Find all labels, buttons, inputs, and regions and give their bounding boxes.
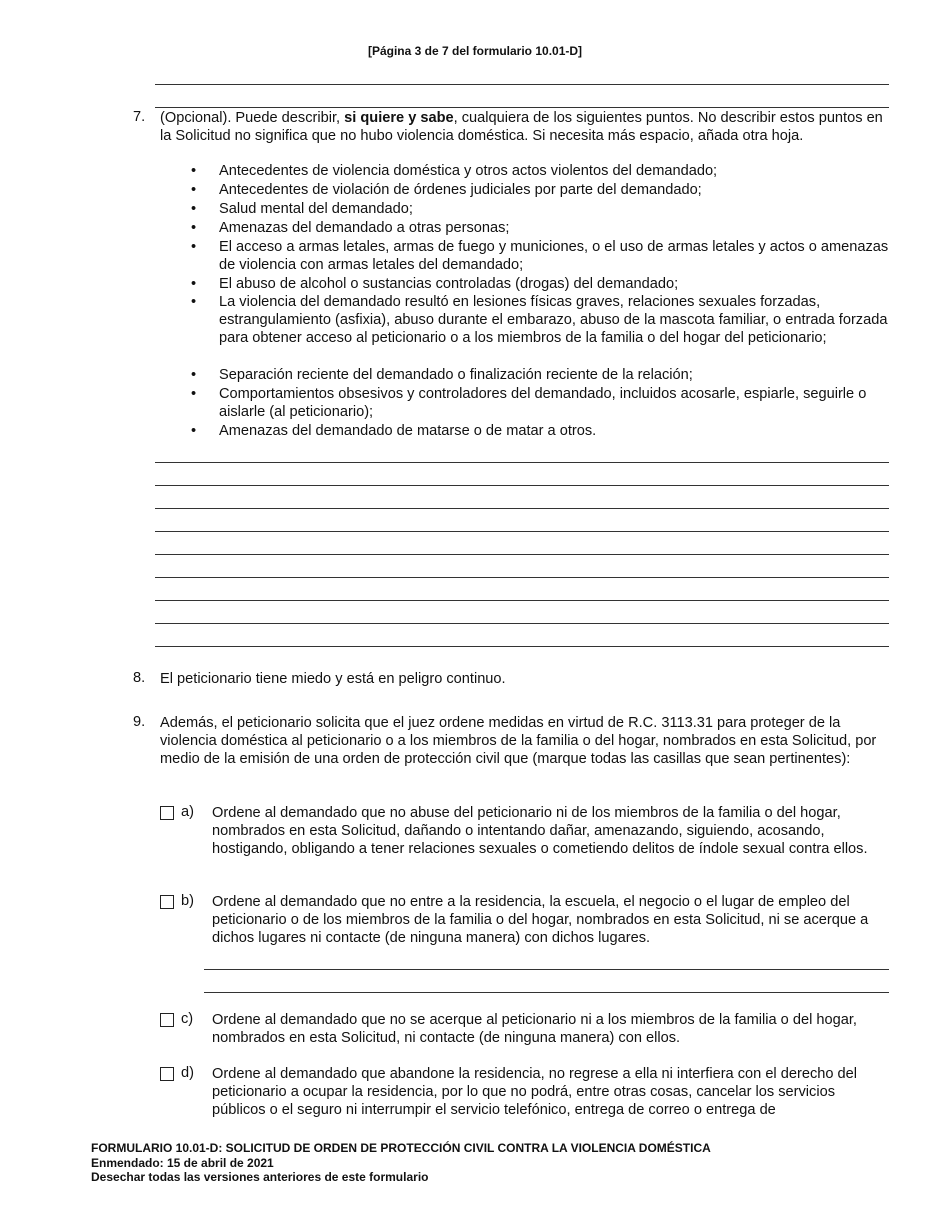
option-d-label: d) <box>181 1065 194 1081</box>
option-d-text: Ordene al demandado que abandone la residencia, no regrese a ella ni interfiera con el derecho del peticionario a ocupar la residencia, por lo que no podrá, entre otras cosas, cancelar los servicios públicos o el seguro ni interrumpir el servicio telefónico, entrega de correo o entrega de <box>212 1066 857 1119</box>
item-7-intro-start: (Opcional). Puede describir, <box>160 110 345 126</box>
footer-discard-note: Desechar todas las versiones anteriores de este formulario <box>91 1170 429 1184</box>
list-item: • El abuso de alcohol o sustancias controladas (drogas) del demandado; <box>219 275 889 293</box>
item-8-number: 8. <box>133 670 146 686</box>
footer-form-title: FORMULARIO 10.01-D: SOLICITUD DE ORDEN DE PROTECCIÓN CIVIL CONTRA LA VIOLENCIA DOMÉSTICA <box>91 1141 711 1155</box>
item-9-number: 9. <box>133 714 146 730</box>
option-c-checkbox[interactable] <box>160 1013 174 1027</box>
answer-line[interactable] <box>155 554 889 555</box>
answer-line[interactable] <box>155 508 889 509</box>
option-a-text: Ordene al demandado que no abuse del peticionario ni de los miembros de la familia o del hogar, nombrados en esta Solicitud, dañando o intentando dañar, amenazando, siguiendo, acosando, hostigando, obligando a tener relaciones sexuales o cometiendo delitos de índole sexual contra ellos. <box>212 805 868 858</box>
option-b-checkbox[interactable] <box>160 895 174 909</box>
answer-line[interactable] <box>155 646 889 647</box>
list-item: • Salud mental del demandado; <box>219 200 889 218</box>
option-c-text: Ordene al demandado que no se acerque al peticionario ni a los miembros de la familia o del hogar, nombrados en esta Solicitud, ni contacte (de ninguna manera) con ellos. <box>212 1012 857 1047</box>
footer-amended-date: Enmendado: 15 de abril de 2021 <box>91 1155 274 1170</box>
footer <box>91 1141 711 1185</box>
answer-line[interactable] <box>155 577 889 578</box>
answer-line[interactable] <box>155 485 889 486</box>
item-7-intro-bold: si quiere y sabe <box>344 110 454 126</box>
option-b-label: b) <box>181 893 194 909</box>
list-item: • Comportamientos obsesivos y controladores del demandado, incluidos acosarle, espiarle, seguirle o aislarle (al peticionario); <box>219 385 889 421</box>
list-item: • Antecedentes de violencia doméstica y otros actos violentos del demandado; <box>219 162 889 180</box>
answer-line[interactable] <box>155 531 889 532</box>
answer-line[interactable] <box>204 969 889 970</box>
answer-line[interactable] <box>155 623 889 624</box>
option-a-checkbox[interactable] <box>160 806 174 820</box>
list-item: • La violencia del demandado resultó en lesiones físicas graves, relaciones sexuales forzadas, estrangulamiento (asfixia), abuso durante el embarazo, abuso de la mascota familiar, o entrada forzada para obtener acceso al peticionario o a los miembros de la familia o del hogar del peticionario; <box>219 293 889 348</box>
option-c-label: c) <box>181 1011 194 1027</box>
answer-line[interactable] <box>155 84 889 85</box>
list-item: • Antecedentes de violación de órdenes judiciales por parte del demandado; <box>219 181 889 199</box>
answer-line[interactable] <box>204 992 889 993</box>
list-item: • El acceso a armas letales, armas de fuego y municiones, o el uso de armas letales y actos o amenazas de violencia con armas letales del demandado; <box>219 238 889 274</box>
item-7-intro <box>160 109 890 145</box>
list-item: • Separación reciente del demandado o finalización reciente de la relación; <box>219 366 889 384</box>
option-d-checkbox[interactable] <box>160 1067 174 1081</box>
item-8-text: El peticionario tiene miedo y está en peligro continuo. <box>160 671 506 687</box>
answer-line[interactable] <box>155 462 889 463</box>
item-9-text: Además, el peticionario solicita que el juez ordene medidas en virtud de R.C. 3113.31 para proteger de la violencia doméstica al peticionario o a los miembros de la familia o del hogar, nombrados en esta Solicitud, por medio de la emisión de una orden de protección civil que (marque todas las casillas que sean pertinentes): <box>160 715 877 768</box>
item-7-intro-end: , cualquiera de los siguientes puntos. No describir estos puntos en la Solicitud no significa que no hubo violencia doméstica. Si necesita más espacio, añada otra hoja. <box>160 110 883 145</box>
page-header: [Página 3 de 7 del formulario 10.01-D] <box>367 44 583 58</box>
list-item: • Amenazas del demandado de matarse o de matar a otros. <box>219 422 889 440</box>
option-b-text: Ordene al demandado que no entre a la residencia, la escuela, el negocio o el lugar de empleo del peticionario o de los miembros de la familia o del hogar, nombrados en esta Solicitud, ni se acerque a dichos lugares ni contacte (de ninguna manera) con dichos lugares. <box>212 894 869 947</box>
item-7-number: 7. <box>133 109 146 125</box>
option-a-label: a) <box>181 804 194 820</box>
list-item: • Amenazas del demandado a otras personas; <box>219 219 889 237</box>
answer-line[interactable] <box>155 600 889 601</box>
answer-line[interactable] <box>155 107 889 108</box>
